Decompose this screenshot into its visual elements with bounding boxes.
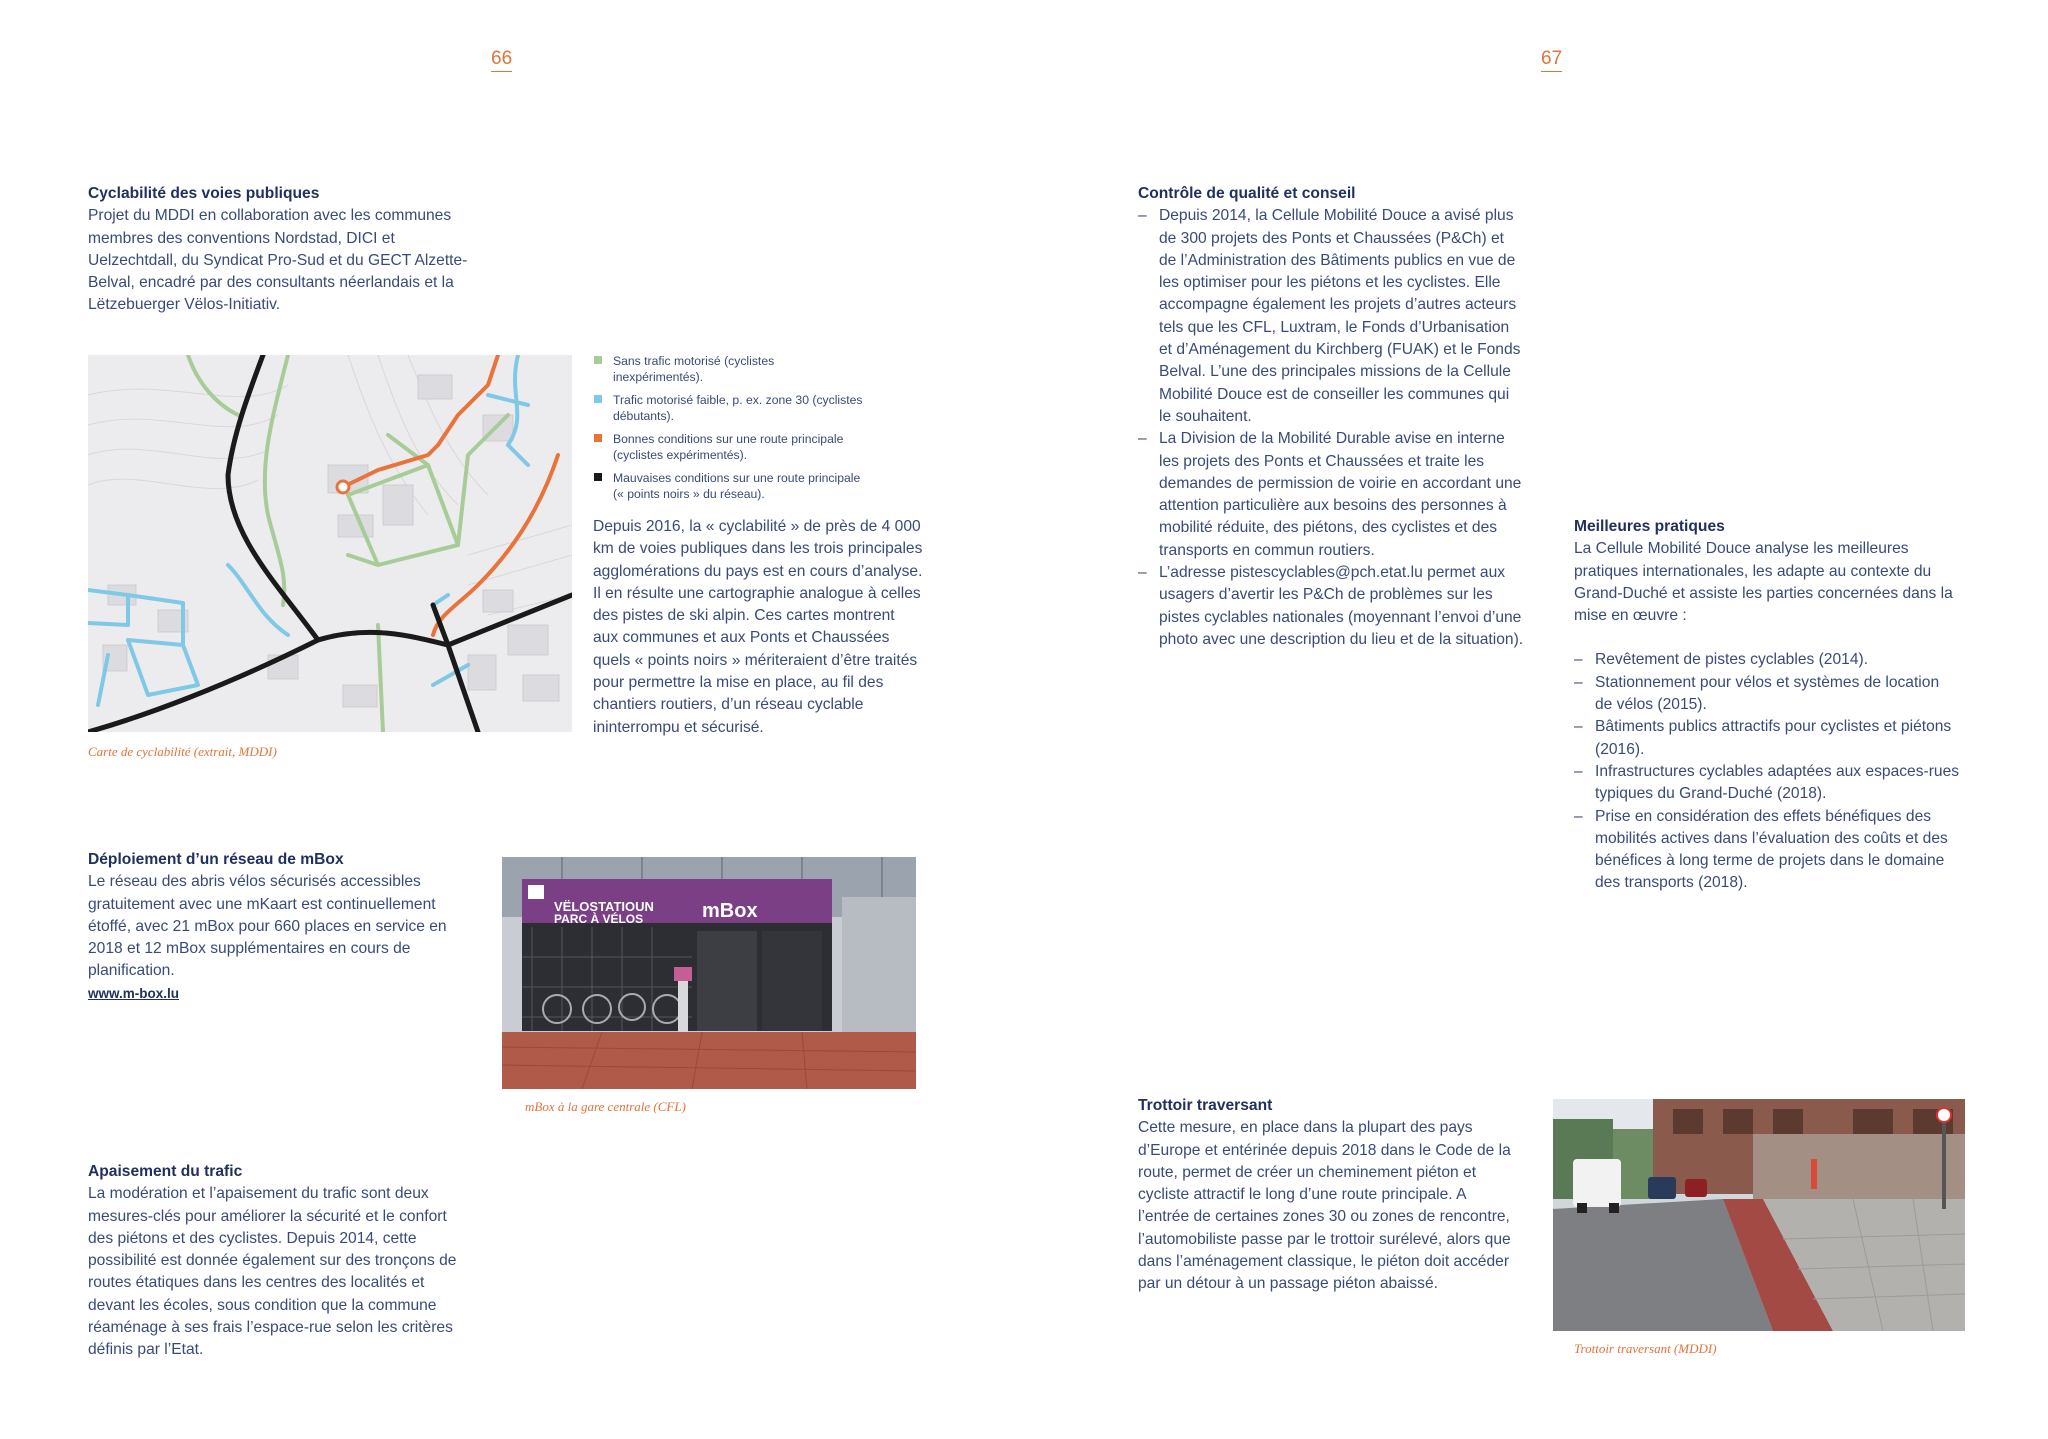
list-item: – Revêtement de pistes cyclables (2014). bbox=[1574, 649, 1960, 671]
list-item: – Infrastructures cyclables adaptées aux espaces-rues typiques du Grand-Duché (2018). bbox=[1574, 761, 1960, 806]
quality-section bbox=[1138, 183, 1524, 651]
legend-label: Sans trafic motorisé (cyclistes inexpérimentés). bbox=[613, 354, 775, 384]
calming-text: La modération et l’apaisement du trafic sont deux mesures-clés pour améliorer la sécurité et le confort des piétons et des cyclistes. Depuis 2014, cette possibilité est donnée également sur des tronçons de routes étatiques dans les centres des localités et devant les écoles, sous condition que la commune réaménage à ses frais l’espace-rue selon les critères définis par l’Etat. bbox=[88, 1185, 457, 1359]
cyclability-body-text: Depuis 2016, la « cyclabilité » de près de 4 000 km de voies publiques dans les trois principales agglomérations du pays est en cours d’analyse. Il en résulte une cartographie analogue à celles des pistes de ski alpin. Ces cartes montrent aux communes et aux Ponts et Chaussées quels « points noirs » mériteraient d’être traités pour permettre la mise en place, au fil des chantiers routiers, d’un réseau cyclable ininterrompu et sécurisé. bbox=[593, 518, 923, 736]
cyclability-map bbox=[88, 355, 572, 732]
sidewalk-photo bbox=[1553, 1099, 1965, 1331]
parking-icon bbox=[528, 885, 544, 899]
calming-title: Apaisement du trafic bbox=[88, 1163, 243, 1180]
legend-label: Mauvaises conditions sur une route principale (« points noirs » du réseau). bbox=[613, 471, 861, 501]
cyclability-text: Projet du MDDI en collaboration avec les communes membres des conventions Nordstad, DICI et Uelzechtdall, du Syndicat Pro-Sud et du GECT Alzette-Belval, encadré par des consultants néerlandais et la Lëtzebuerger Vëlos-Initiativ. bbox=[88, 207, 468, 314]
list-item: – L’adresse pistescyclables@pch.etat.lu permet aux usagers d’avertir les P&Ch de problèmes sur les pistes cyclables nationales (moyennant l’envoi d’une photo avec une description du lieu et de la situation). bbox=[1138, 562, 1524, 651]
list-item: – Depuis 2014, la Cellule Mobilité Douce a avisé plus de 300 projets des Ponts et Chaussées (P&Ch) et de l’Administration des Bâtiments publics en vue de les optimiser pour les piétons et les cyclistes. Elle accompagne également les projets d’autres acteurs tels que les CFL, Luxtram, le Fonds d’Urbanisation et d’Aménagement du Kirchberg (FUAK) et le Fonds Belval. L’une des principales missions de la Cellule Mobilité Douce est de conseiller les communes qui le souhaitent. bbox=[1138, 205, 1524, 428]
practices-title: Meilleures pratiques bbox=[1574, 518, 1725, 535]
legend-item-no-traffic bbox=[593, 353, 863, 385]
sidewalk-text: Cette mesure, en place dans la plupart des pays d’Europe et entérinée depuis 2018 dans le Code de la route, permet de créer un cheminement piéton et cycliste attractif le long d’une route principale. A l’entrée de certaines zones 30 ou zones de rencontre, l’automobiliste passe par le trottoir surélevé, alors que dans l’aménagement classique, le piéton doit accéder par un détour à un passage piéton abaissé. bbox=[1138, 1119, 1511, 1293]
sidewalk-caption: Trottoir traversant (MDDI) bbox=[1574, 1341, 1717, 1356]
list-item: – Prise en considération des effets bénéfiques des mobilités actives dans l’évaluation des coûts et des bénéfices à long terme de projets dans le domaine des transports (2018). bbox=[1574, 806, 1960, 895]
mbox-sign-line2: PARC À VÉLOS bbox=[554, 912, 644, 926]
legend-label: Bonnes conditions sur une route principale (cyclistes expérimentés). bbox=[613, 432, 844, 462]
list-item: – La Division de la Mobilité Durable avise en interne les projets des Ponts et Chaussées et traite les demandes de permission de voirie en accordant une attention particulière aux besoins des personnes à mobilité réduite, des piétons, des cyclistes et des transports en commun routiers. bbox=[1138, 428, 1524, 562]
mbox-title: Déploiement d’un réseau de mBox bbox=[88, 851, 344, 868]
mbox-caption: mBox à la gare centrale (CFL) bbox=[525, 1099, 686, 1114]
legend-swatch-green bbox=[594, 356, 602, 364]
legend-item-good-main-road bbox=[593, 431, 863, 463]
map-legend bbox=[593, 353, 863, 509]
practices-text: La Cellule Mobilité Douce analyse les meilleures pratiques internationales, les adapte au contexte du Grand-Duché et assiste les parties concernées dans la mise en œuvre : bbox=[1574, 540, 1953, 625]
list-item: – Stationnement pour vélos et systèmes de location de vélos (2015). bbox=[1574, 672, 1960, 717]
sidewalk-section bbox=[1138, 1095, 1518, 1296]
quality-title: Contrôle de qualité et conseil bbox=[1138, 185, 1356, 202]
mbox-brand: mBox bbox=[702, 900, 758, 922]
mbox-sign-line1: VËLOSTATIOUN bbox=[554, 899, 654, 914]
list-item: – Bâtiments publics attractifs pour cyclistes et piétons (2016). bbox=[1574, 716, 1960, 761]
cyclability-map-caption: Carte de cyclabilité (extrait, MDDI) bbox=[88, 744, 277, 759]
legend-item-low-traffic bbox=[593, 392, 863, 424]
page-number-left: 66 bbox=[491, 48, 512, 72]
legend-swatch-orange bbox=[594, 434, 602, 442]
practices-section bbox=[1574, 516, 1960, 895]
page-number-right: 67 bbox=[1541, 48, 1562, 72]
cyclability-intro bbox=[88, 183, 468, 317]
legend-swatch-blue bbox=[594, 395, 602, 403]
legend-label: Trafic motorisé faible, p. ex. zone 30 (cyclistes débutants). bbox=[613, 393, 863, 423]
mbox-photo bbox=[502, 857, 916, 1089]
legend-swatch-black bbox=[594, 473, 602, 481]
mbox-section bbox=[88, 849, 466, 1005]
legend-item-bad-main-road bbox=[593, 470, 863, 502]
cyclability-title: Cyclabilité des voies publiques bbox=[88, 185, 320, 202]
mbox-link[interactable]: www.m-box.lu bbox=[88, 985, 179, 1001]
mbox-text: Le réseau des abris vélos sécurisés accessibles gratuitement avec une mKaart est continuellement étoffé, avec 21 mBox pour 660 places en service en 2018 et 12 mBox supplémentaires en cours de planification. bbox=[88, 873, 447, 980]
calming-section bbox=[88, 1161, 474, 1362]
quality-list bbox=[1138, 205, 1524, 651]
practices-list bbox=[1574, 649, 1960, 894]
cyclability-body bbox=[593, 516, 923, 739]
sidewalk-title: Trottoir traversant bbox=[1138, 1097, 1273, 1114]
